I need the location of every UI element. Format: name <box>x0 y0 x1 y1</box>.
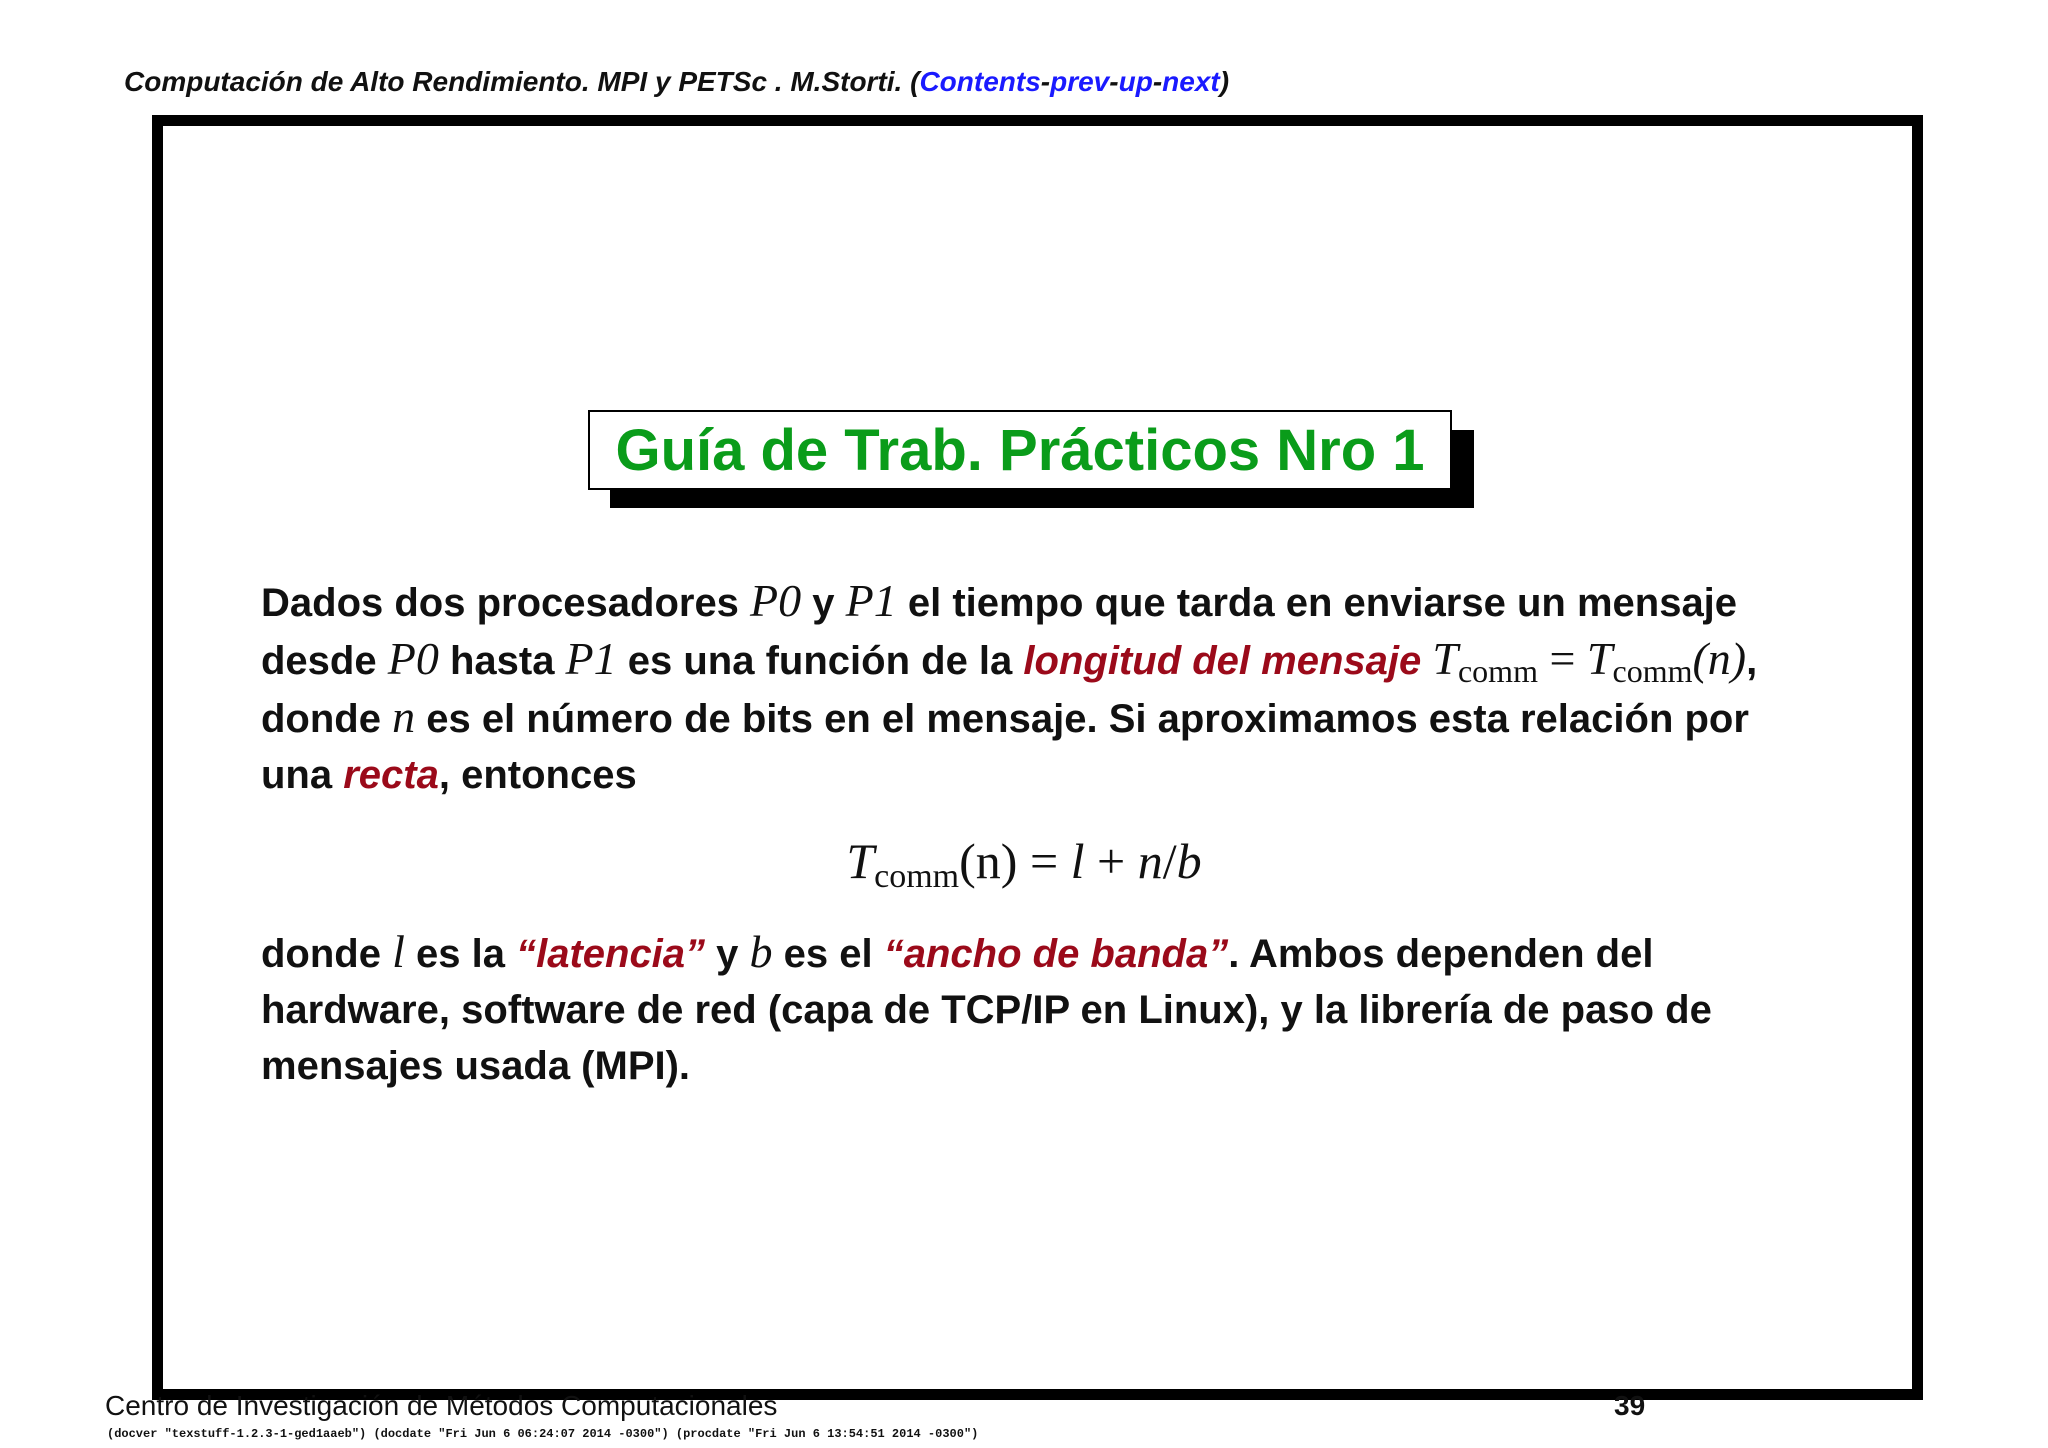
text: es el <box>772 932 884 976</box>
math-symbol: l <box>1070 833 1085 889</box>
math-p1: P1 <box>845 575 897 626</box>
math-subscript: comm <box>1457 653 1538 689</box>
math-l: l <box>392 926 405 977</box>
display-equation <box>0 832 2048 895</box>
text: Dados dos procesadores <box>261 581 751 625</box>
emphasis-longitud: longitud del mensaje <box>1023 639 1422 683</box>
nav-separator: - <box>1152 66 1163 97</box>
math-b: b <box>749 926 773 977</box>
math-tcomm-def <box>1432 633 1747 689</box>
header-title: Computación de Alto Rendimiento. MPI y PETSc . M.Storti. ( <box>124 66 920 97</box>
text <box>1421 639 1432 683</box>
math-subscript: comm <box>1612 653 1693 689</box>
emphasis-recta: recta <box>343 753 439 797</box>
math-argument: (n) <box>1692 633 1747 684</box>
text: el tiempo que tarda en enviarse un mensaje desde <box>261 581 1738 683</box>
math-operator: = <box>1017 833 1071 889</box>
math-subscript: comm <box>874 858 960 895</box>
nav-prev-link[interactable]: prev <box>1050 66 1110 97</box>
text: hasta <box>438 639 566 683</box>
math-p0: P0 <box>750 575 802 626</box>
title-box-border <box>588 410 1452 490</box>
page-number: 39 <box>1614 1390 1646 1421</box>
math-operator: = <box>1537 633 1587 684</box>
nav-up-link[interactable]: up <box>1118 66 1153 97</box>
text: , entonces <box>438 753 637 797</box>
paragraph-latency <box>261 924 1801 1094</box>
footer-institution: Centro de Investigación de Métodos Computacionales <box>105 1390 778 1421</box>
math-operator: + <box>1084 833 1138 889</box>
nav-separator: - <box>1109 66 1119 97</box>
paragraph-intro <box>261 573 1801 803</box>
math-symbol: T <box>1586 633 1613 684</box>
text: . Ambos dependen del hardware, software de red (capa de TCP/IP en Linux), y la librería de paso de mensajes usada (MPI). <box>261 932 1712 1088</box>
slide-title: Guía de Trab. Prácticos Nro 1 <box>615 417 1425 483</box>
math-symbol: b <box>1176 833 1202 889</box>
text: donde <box>261 932 393 976</box>
math-symbol: n <box>1137 833 1163 889</box>
nav-contents-link[interactable]: Contents <box>919 66 1041 97</box>
text: es una función de la <box>616 639 1024 683</box>
math-symbol: T <box>1432 633 1458 684</box>
math-p0: P0 <box>387 633 439 684</box>
slide-title-box <box>588 410 1452 490</box>
text: y <box>801 581 846 625</box>
math-p1: P1 <box>565 633 617 684</box>
nav-next-link[interactable]: next <box>1162 66 1220 97</box>
text: es la <box>404 932 517 976</box>
math-operator: / <box>1162 833 1177 889</box>
header-close-paren: ) <box>1219 66 1230 97</box>
nav-separator: - <box>1040 66 1051 97</box>
footer-version-info: (docver "texstuff-1.2.3-1-ged1aaeb") (docdate "Fri Jun 6 06:24:07 2014 -0300") (procdate "Fri Jun 6 13:54:51 2014 -0300") <box>107 1427 979 1441</box>
text: y <box>705 932 750 976</box>
math-argument: (n) <box>959 833 1018 889</box>
text: es el número de bits en el mensaje. Si aproximamos esta relación por una <box>261 697 1749 797</box>
math-n: n <box>392 691 416 742</box>
emphasis-ancho-de-banda: “ancho de banda” <box>883 932 1229 976</box>
running-header <box>124 66 1229 98</box>
emphasis-latencia: “latencia” <box>516 932 706 976</box>
math-symbol: T <box>846 833 875 889</box>
text: , donde <box>261 639 1758 741</box>
